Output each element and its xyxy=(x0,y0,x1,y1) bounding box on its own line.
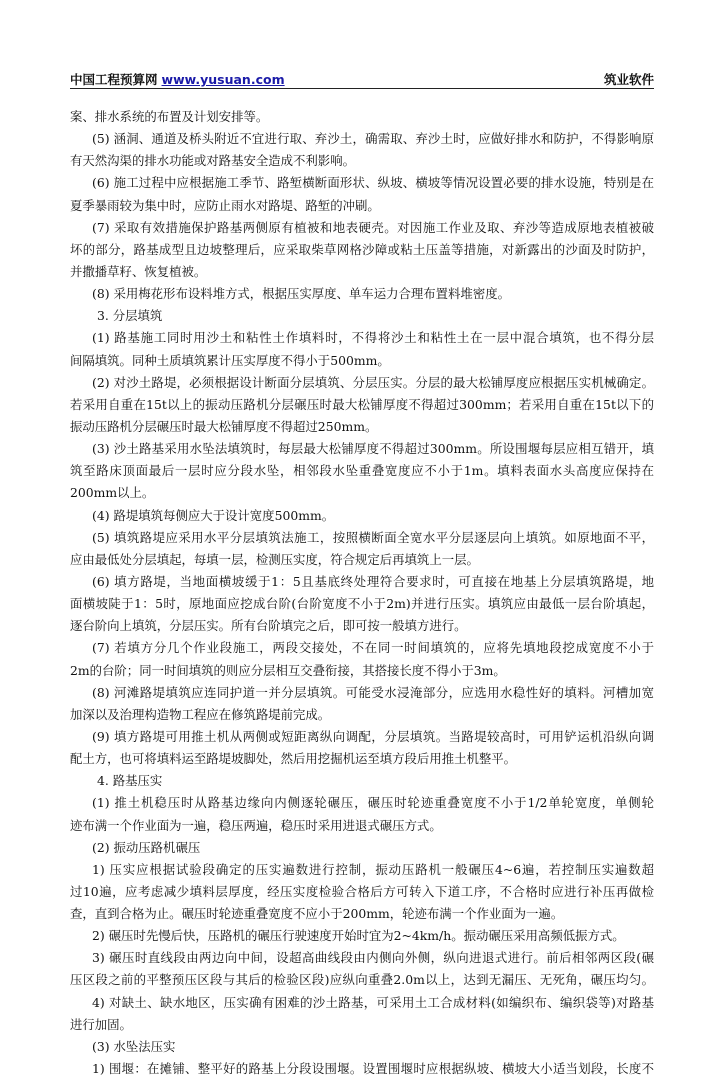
text-line: 4) 对缺土、缺水地区，压实确有困难的沙土路基，可采用土工合成材料(如编织布、编织袋等)对路基 xyxy=(92,994,654,1010)
text-line: 压区段之前的平整预压区段与其后的检验区段)应纵向重叠2.0m以上，达到无漏压、无死角，碾压均匀。 xyxy=(70,972,654,988)
text-line: (5) 涵洞、通道及桥头附近不宜进行取、弃沙土，确需取、弃沙土时，应做好排水和防护，不得影响原 xyxy=(92,131,654,147)
site-name xyxy=(70,70,285,88)
text-line: 2m的台阶；同一时间填筑的则应分层相互交叠衔接，其搭接长度不得小于3m。 xyxy=(70,662,506,678)
text-line: 筑至路床顶面最后一层时应分段水坠，相邻段水坠重叠宽度应不小于1m。填料表面水头高度应保持在 xyxy=(70,463,654,479)
text-line: 2) 碾压时先慢后快，压路机的碾压行驶速度开始时宜为2~4km/h。振动碾压采用高频低振方式。 xyxy=(92,928,625,944)
text-line: 3) 碾压时直线段由两边向中间，设超高曲线段由内侧向外侧，纵向进退式进行。前后相邻两区段(碾 xyxy=(92,950,654,966)
text-line: (6) 施工过程中应根据施工季节、路堑横断面形状、纵坡、横坡等情况设置必要的排水设施，特别是在 xyxy=(92,175,654,191)
text-line: (6) 填方路堤，当地面横坡缓于1：5且基底终处理符合要求时，可直接在地基上分层填筑路堤，地 xyxy=(92,573,654,589)
text-line: (9) 填方路堤可用推土机从两侧或短距离纵向调配，分层填筑。当路堤较高时，可用铲运机沿纵向调 xyxy=(92,728,654,744)
text-line: (7) 采取有效措施保护路基两侧原有植被和地表硬壳。对因施工作业及取、弃沙等造成原地表植被破 xyxy=(92,219,654,235)
text-line: 间隔填筑。同种土质填筑累计压实厚度不得小于500mm。 xyxy=(70,352,390,368)
site-url-link[interactable]: www.yusuan.com xyxy=(161,72,285,87)
text-line: 1) 围堰：在摊铺、整平好的路基上分段设围堰。设置围堰时应根据纵坡、横坡大小适当划段，长度不 xyxy=(92,1061,654,1077)
text-line: 配土方，也可将填料运至路堤坡脚处，然后用挖掘机运至填方段后用推土机整平。 xyxy=(70,751,517,767)
text-line: 200mm以上。 xyxy=(70,485,155,501)
text-line: 迹布满一个作业面为一遍，稳压两遍，稳压时采用进退式碾压方式。 xyxy=(70,817,442,833)
site-name-text: 中国工程预算网 xyxy=(70,72,158,87)
text-line: 逐台阶向上填筑，分层压实。所有台阶填完之后，即可按一般填方进行。 xyxy=(70,618,467,634)
text-line: 振动压路机分层碾压时最大松铺厚度不得超过250mm。 xyxy=(70,418,378,434)
text-line: 过10遍，应考虑减少填料层厚度，经压实度检验合格后方可转入下道工序，不合格时应进行补压再做检 xyxy=(70,883,654,899)
text-line: 有天然沟渠的排水功能或对路基安全造成不利影响。 xyxy=(70,153,355,169)
text-line: 1) 压实应根据试验段确定的压实遍数进行控制，振动压路机一般碾压4~6遍，若控制压实遍数超 xyxy=(92,861,654,877)
page-header xyxy=(70,70,654,89)
text-line: 应由最低处分层填起，每填一层，检测压实度，符合规定后再填筑上一层。 xyxy=(70,551,479,567)
text-line: (3) 沙土路基采用水坠法填筑时，每层最大松铺厚度不得超过300mm。所设围堰每层应相互错开，填 xyxy=(92,441,654,457)
text-line: (8) 河滩路堤填筑应连同护道一并分层填筑。可能受水浸淹部分，应选用水稳性好的填料。河槽加宽 xyxy=(92,684,654,700)
text-line: (1) 路基施工同时用沙土和粘性土作填料时，不得将沙土和粘性土在一层中混合填筑，也不得分层 xyxy=(92,330,654,346)
text-line: 4. 路基压实 xyxy=(97,773,163,789)
text-line: 进行加固。 xyxy=(70,1016,132,1032)
text-line: 夏季暴雨较为集中时，应防止雨水对路堤、路堑的冲刷。 xyxy=(70,197,380,213)
text-line: (4) 路堤填筑每侧应大于设计宽度500mm。 xyxy=(92,507,335,523)
text-line: (8) 采用梅花形布设料堆方式，根据压实厚度、单车运力合理布置料堆密度。 xyxy=(92,286,510,302)
text-line: 面横坡陡于1：5时，原地面应挖成台阶(台阶宽度不小于2m)并进行压实。填筑应由最低一层台阶填起， xyxy=(70,596,654,612)
text-line: 加深以及治理构造物工程应在修筑路堤前完成。 xyxy=(70,706,331,722)
text-line: (7) 若填方分几个作业段施工，两段交接处，不在同一时间填筑的，应将先填地段挖成宽度不小于 xyxy=(92,640,654,656)
text-line: 查，直到合格为止。碾压时轮迹重叠宽度不应小于200mm，轮迹布满一个作业面为一遍。 xyxy=(70,906,564,922)
text-line: 并撒播草籽、恢复植被。 xyxy=(70,263,207,279)
text-line: 3. 分层填筑 xyxy=(97,308,163,324)
text-line: 若采用自重在15t以上的振动压路机分层碾压时最大松铺厚度不得超过300mm；若采用自重在15t以下的 xyxy=(70,396,654,412)
text-line: (5) 填筑路堤应采用水平分层填筑法施工，按照横断面全宽水平分层逐层向上填筑。如原地面不平， xyxy=(92,529,654,545)
text-line: (3) 水坠法压实 xyxy=(92,1038,176,1054)
text-line: 坏的部分，路基成型且边坡整理后，应采取柴草网格沙障或粘土压盖等措施，对新露出的沙面及时防护， xyxy=(70,241,654,257)
text-line: 案、排水系统的布置及计划安排等。 xyxy=(70,109,269,124)
text-line: (2) 振动压路机碾压 xyxy=(92,839,201,855)
document-body xyxy=(70,106,654,1080)
text-line: (2) 对沙土路堤，必须根据设计断面分层填筑、分层压实。分层的最大松铺厚度应根据压实机械确定。 xyxy=(92,374,654,390)
text-line: (1) 推土机稳压时从路基边缘向内侧逐轮碾压，碾压时轮迹重叠宽度不小于1/2单轮宽度，单侧轮 xyxy=(92,795,654,811)
brand-name: 筑业软件 xyxy=(603,72,654,87)
